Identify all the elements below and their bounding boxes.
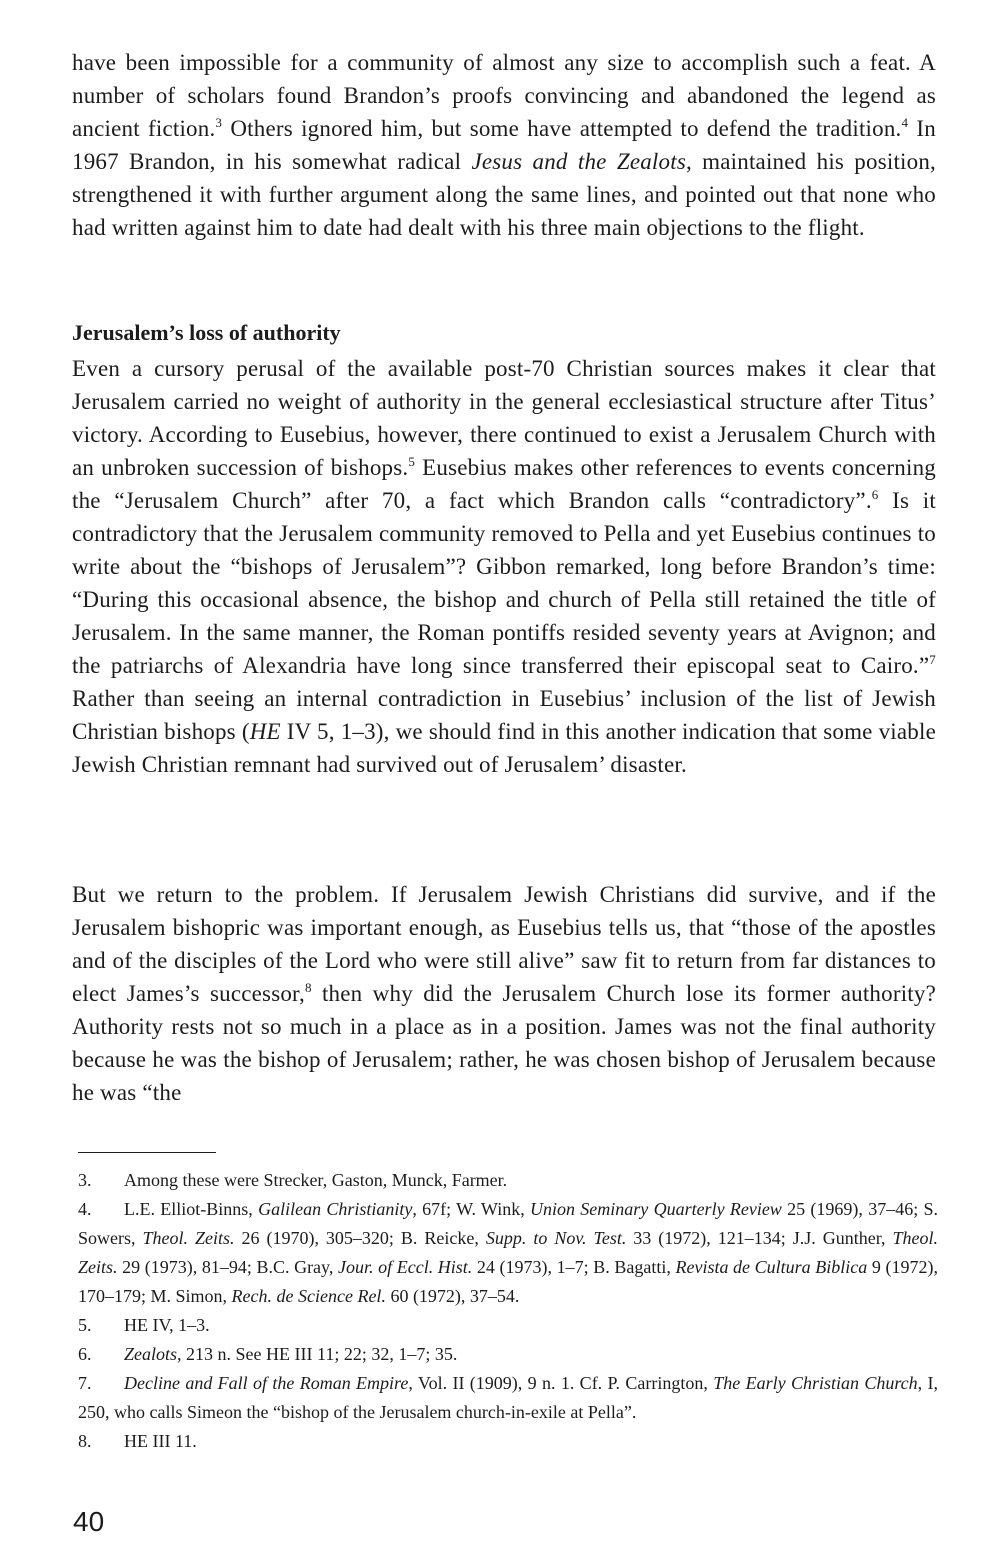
- footnote-6: [78, 1340, 938, 1369]
- text-span: Rather than seeing an internal contradiction in Eusebius’ inclusion of the list of Jewish Christian bishops (: [72, 686, 936, 744]
- text-span: Even a cursory perusal of the available post-70 Christian sources makes it clear that Jerusalem carried no weight of authority in the general ecclesiastical structure after Titus’ victory. According to Eusebius, however, there continued to exist a Jerusalem Church with an unbroken succession of bishops.: [72, 356, 936, 480]
- footnote-text: , I, 250, who calls Simeon the “bishop of the Jerusalem church-in-exile at Pella”.: [78, 1373, 939, 1422]
- footnote-text: HE III 11.: [124, 1431, 197, 1451]
- footnote-3: [78, 1166, 938, 1195]
- footnote-text: 26 (1970), 305–320; B. Reicke,: [234, 1228, 486, 1248]
- text-span: then why did the Jerusalem Church lose its former authority? Authority rests not so much in a place as in a position. James was not the final authority because he was the bishop of Jerusalem; rather, he was chosen bishop of Jerusalem because he was “the: [72, 981, 936, 1105]
- footnote-number: 7.: [78, 1373, 92, 1393]
- footnote-text: 24 (1973), 1–7; B. Bagatti,: [472, 1257, 676, 1277]
- footnote-ref-7[interactable]: 7: [929, 652, 936, 667]
- book-title: Jesus and the Zealots: [471, 149, 686, 174]
- book-title: Zealots,: [124, 1344, 182, 1364]
- footnote-text: 29 (1973), 81–94; B.C. Gray,: [117, 1257, 338, 1277]
- page-number: 40: [73, 1506, 105, 1537]
- section-heading: Jerusalem’s loss of authority: [72, 320, 341, 345]
- journal-title: Theol. Zeits.: [78, 1228, 939, 1277]
- footnote-5: [78, 1311, 938, 1340]
- footnote-ref-8[interactable]: 8: [304, 980, 312, 995]
- footnote-text: 213 n. See HE III 11; 22; 32, 1–7; 35.: [181, 1344, 458, 1364]
- text-span: have been impossible for a community of almost any size to accomplish such a feat. A number of scholars found Brandon’s proofs convincing and abandoned the legend as ancient fiction.: [72, 50, 936, 141]
- footnote-ref-5[interactable]: 5: [408, 454, 416, 469]
- text-span: IV 5, 1–3), we should find in this another indication that some viable Jewish Christian remnant had survived out of Jerusalem’ disaster.: [72, 719, 936, 777]
- footnote-number: 6.: [78, 1344, 92, 1364]
- footnote-text: 33 (1972), 121–134; J.J. Gunther,: [626, 1228, 893, 1248]
- footnote-text: HE IV, 1–3.: [124, 1315, 210, 1335]
- footnote-text: L.E. Elliot-Binns,: [124, 1199, 259, 1219]
- footnote-divider: [78, 1152, 216, 1153]
- footnote-number: 4.: [78, 1199, 92, 1219]
- page-body: [72, 46, 939, 1451]
- footnote-text: Among these were Strecker, Gaston, Munck, Farmer.: [124, 1170, 508, 1190]
- book-title: Decline and Fall of the Roman Empire: [124, 1373, 409, 1393]
- footnote-text: 9 (1972), 170–179; M. Simon,: [78, 1257, 938, 1306]
- footnote-text: , Vol. II (1909), 9 n. 1. Cf. P. Carrington,: [408, 1373, 714, 1393]
- footnote-text: 60 (1972), 37–54.: [385, 1286, 520, 1306]
- paragraph-1: [72, 46, 936, 244]
- journal-title: Supp. to Nov. Test.: [485, 1228, 627, 1248]
- footnote-7: [78, 1369, 938, 1427]
- book-title: The Early Christian Church: [713, 1373, 918, 1393]
- footnote-number: 5.: [78, 1315, 92, 1335]
- footnote-number: 8.: [78, 1431, 92, 1451]
- text-span: , maintained his position, strengthened it with further argument along the same lines, and pointed out that none who had written against him to date had dealt with his three main objections to the flight.: [72, 149, 936, 240]
- text-span: Eusebius makes other references to events concerning the “Jerusalem Church” after 70, a fact which Brandon calls “contradictory”.: [72, 455, 936, 513]
- text-span: In 1967 Brandon, in his somewhat radical: [72, 116, 936, 174]
- journal-title: Rech. de Science Rel.: [231, 1286, 386, 1306]
- journal-title: Union Seminary Quarterly Review: [530, 1199, 782, 1219]
- footnote-text: , 67f; W. Wink,: [412, 1199, 530, 1219]
- journal-title: Jour. of Eccl. Hist.: [338, 1257, 473, 1277]
- footnote-ref-6[interactable]: 6: [871, 487, 879, 502]
- footnotes: [78, 1166, 938, 1456]
- footnote-text: 25 (1969), 37–46; S. Sowers,: [78, 1199, 938, 1248]
- journal-title: Revista de Cultura Biblica: [675, 1257, 868, 1277]
- footnote-ref-3[interactable]: 3: [215, 115, 223, 130]
- journal-title: Theol. Zeits.: [142, 1228, 235, 1248]
- abbreviation-italic: HE: [249, 719, 281, 744]
- journal-title: Galilean Christianity: [258, 1199, 413, 1219]
- footnote-number: 3.: [78, 1170, 92, 1190]
- footnote-8: [78, 1427, 938, 1456]
- footnote-ref-4[interactable]: 4: [901, 115, 909, 130]
- paragraph-3: [72, 878, 936, 1109]
- paragraph-2: [72, 352, 936, 781]
- text-span: But we return to the problem. If Jerusalem Jewish Christians did survive, and if the Jerusalem bishopric was important enough, as Eusebius tells us, that “those of the apostles and of the disciples of the Lord who were still alive” saw fit to return from far distances to elect James’s successor,: [72, 882, 936, 1006]
- footnote-4: [78, 1195, 938, 1311]
- text-span: Others ignored him, but some have attempted to defend the tradition.: [222, 116, 902, 141]
- text-span: Is it contradictory that the Jerusalem community removed to Pella and yet Eusebius continues to write about the “bishops of Jerusalem”? Gibbon remarked, long before Brandon’s time: “During this occasional absence, the bishop and church of Pella still retained the title of Jerusalem. In the same manner, the Roman pontiffs resided seventy years at Avignon; and the patriarchs of Alexandria have long since transferred their episcopal seat to Cairo.”: [72, 488, 936, 678]
